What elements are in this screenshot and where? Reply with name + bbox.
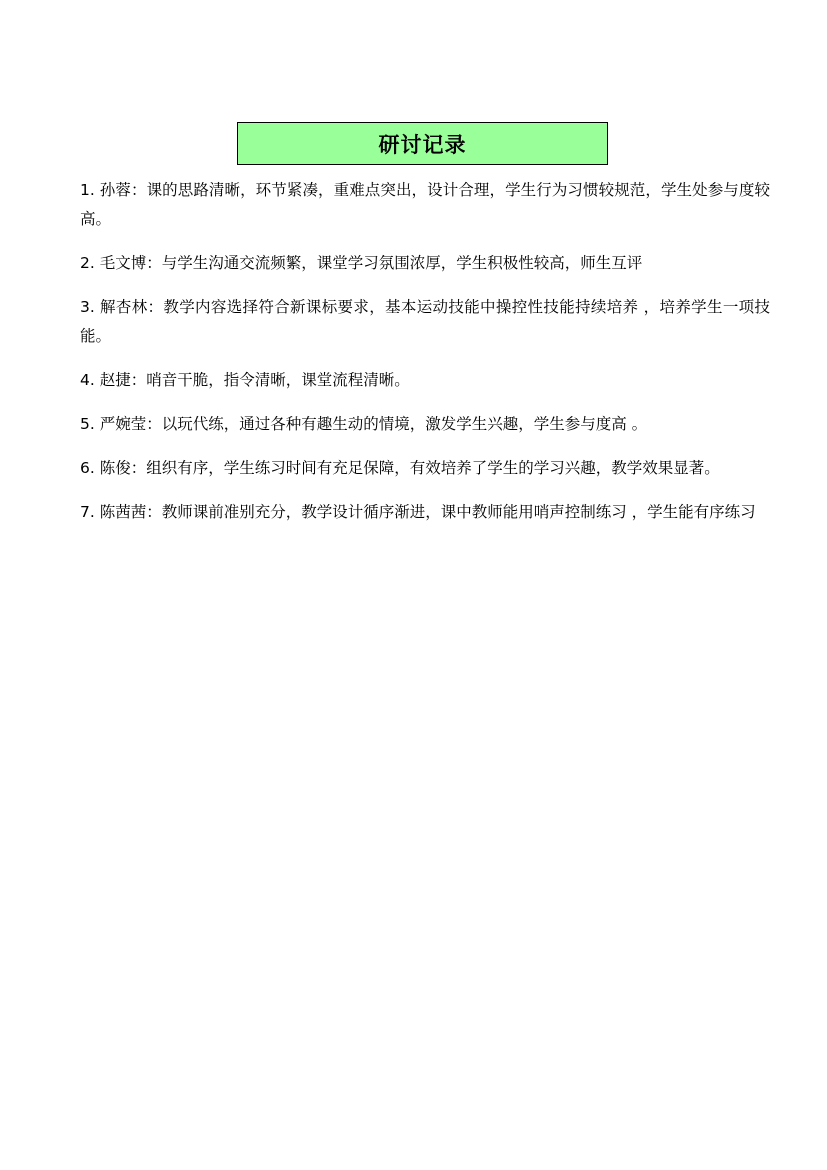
title-box [237, 122, 608, 165]
record-item: 6. 陈俊：组织有序，学生练习时间有充足保障，有效培养了学生的学习兴趣，教学效果显著。 [80, 459, 720, 477]
record-item: 3. 解杏林：教学内容选择符合新课标要求，基本运动技能中操控性技能持续培养 ，培养学生一项技能。 [80, 298, 770, 345]
document-title: 研讨记录 [378, 132, 467, 157]
record-item: 4. 赵捷：哨音干脆，指令清晰，课堂流程清晰。 [80, 371, 410, 389]
record-list [80, 176, 770, 542]
record-item: 1. 孙蓉：课的思路清晰，环节紧凑，重难点突出，设计合理，学生行为习惯较规范，学生处参与度较高。 [80, 181, 770, 228]
record-item: 7. 陈茜茜：教师课前准别充分，教学设计循序渐进，课中教师能用哨声控制练习 ，学生能有序练习 [80, 503, 756, 521]
record-item: 2. 毛文博：与学生沟通交流频繁，课堂学习氛围浓厚，学生积极性较高，师生互评 [80, 254, 643, 272]
record-item: 5. 严婉莹：以玩代练，通过各种有趣生动的情境，激发学生兴趣，学生参与度高 。 [80, 415, 648, 433]
